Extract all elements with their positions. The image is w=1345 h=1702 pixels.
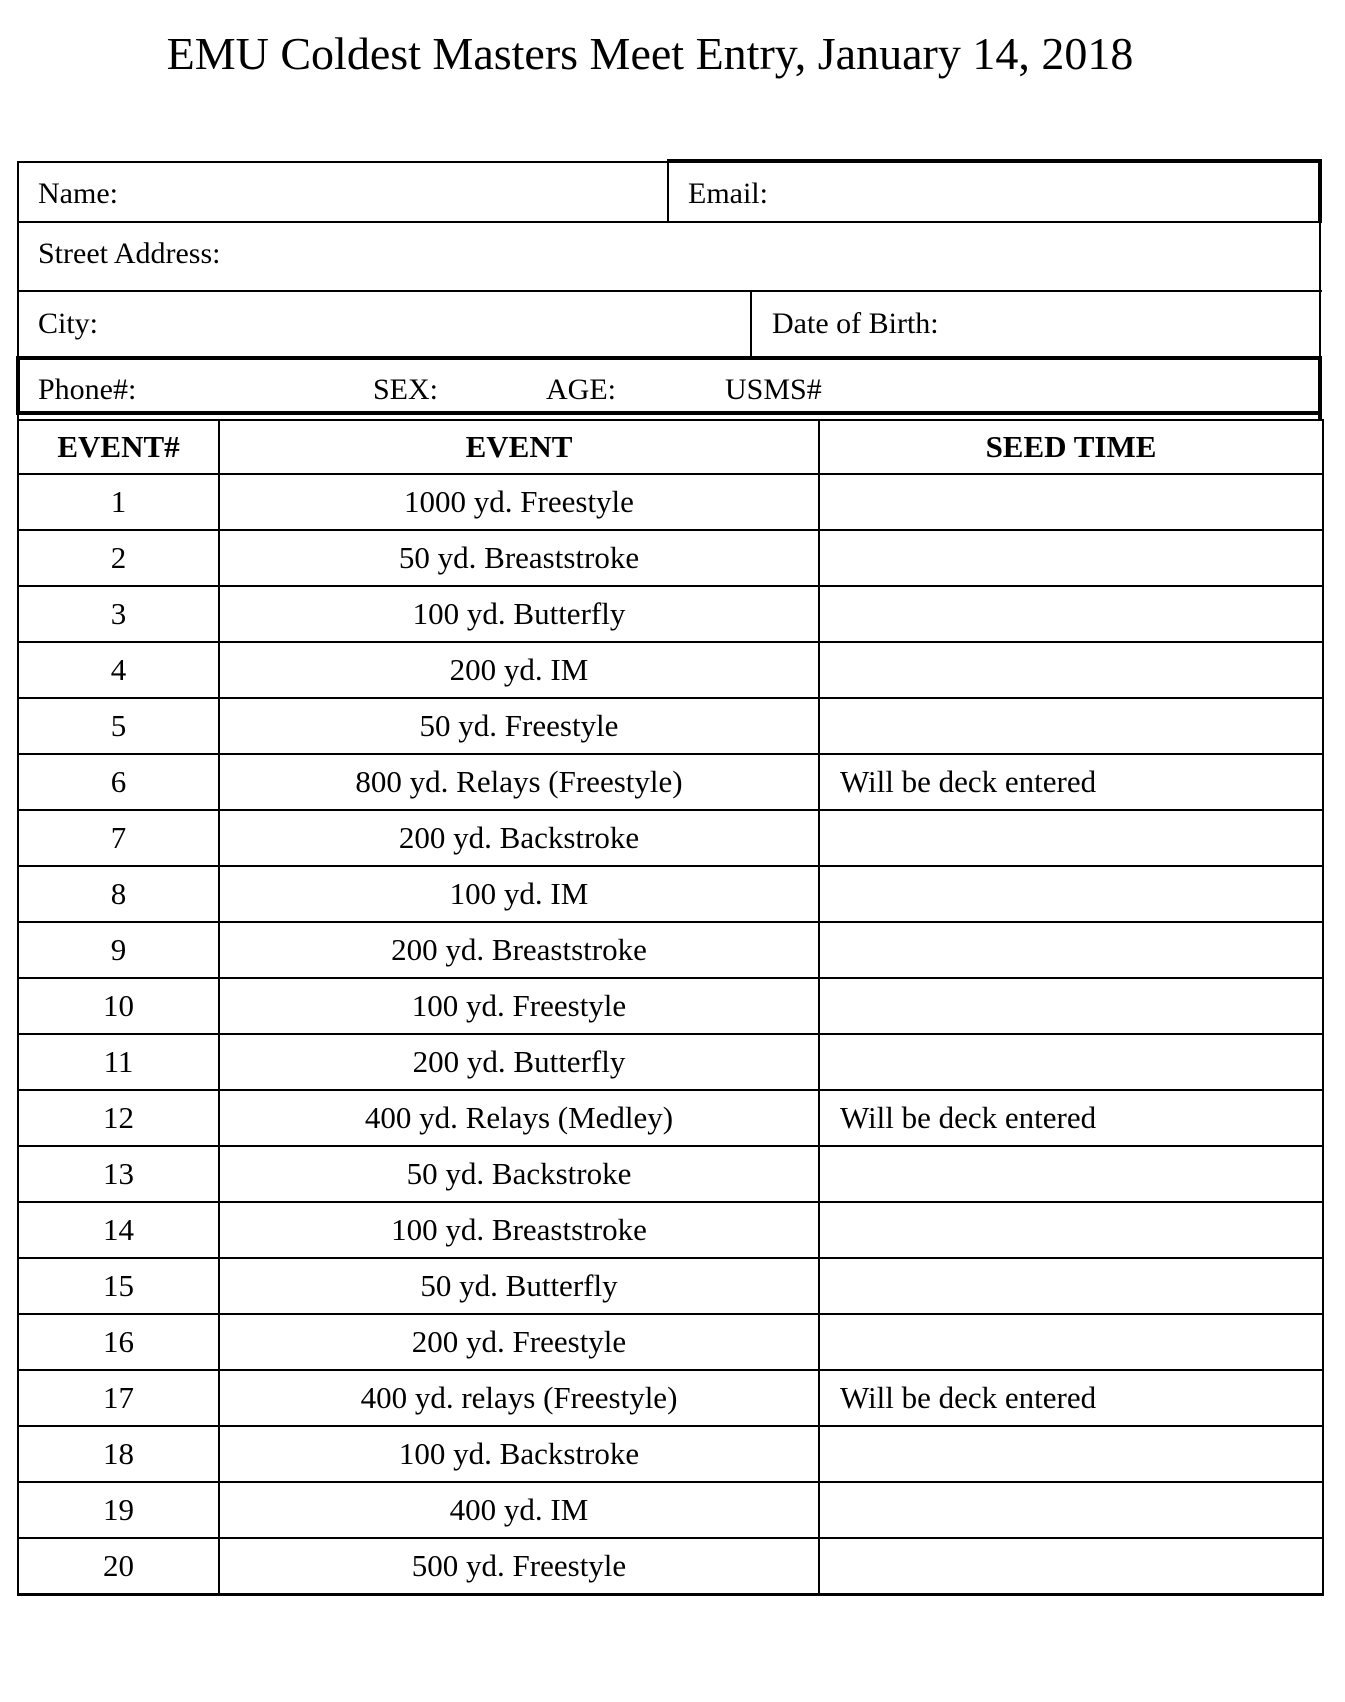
table-row [18, 1090, 1323, 1146]
divider [750, 290, 752, 357]
seed-time-cell[interactable] [819, 642, 1323, 698]
name-label: Name: [38, 177, 118, 210]
divider [667, 161, 669, 222]
event-number-cell: 3 [18, 586, 219, 642]
event-number-cell: 11 [18, 1034, 219, 1090]
event-header: EVENT [219, 420, 819, 474]
divider [17, 161, 667, 163]
event-number-cell: 1 [18, 474, 219, 530]
event-name-cell: 200 yd. IM [219, 642, 819, 698]
event-number-cell: 5 [18, 698, 219, 754]
seed-time-cell[interactable]: Will be deck entered [819, 1090, 1323, 1146]
event-number-cell: 13 [18, 1146, 219, 1202]
table-row [18, 1482, 1323, 1538]
event-name-cell: 200 yd. Backstroke [219, 810, 819, 866]
city-label: City: [38, 307, 99, 340]
table-row [18, 530, 1323, 586]
event-number-cell: 15 [18, 1258, 219, 1314]
seed-time-cell[interactable] [819, 1258, 1323, 1314]
event-name-cell: 100 yd. Breaststroke [219, 1202, 819, 1258]
seed-time-cell[interactable]: Will be deck entered [819, 754, 1323, 810]
table-row [18, 810, 1323, 866]
event-number-cell: 9 [18, 922, 219, 978]
event-number-cell: 18 [18, 1426, 219, 1482]
table-row [18, 586, 1323, 642]
seed-time-cell[interactable] [819, 978, 1323, 1034]
event-number-header: EVENT# [18, 420, 219, 474]
divider [667, 159, 1322, 163]
table-header-row [18, 420, 1323, 474]
table-row [18, 922, 1323, 978]
sex-label: SEX: [373, 373, 439, 406]
event-number-cell: 17 [18, 1370, 219, 1426]
street-address-label: Street Address: [38, 237, 221, 270]
seed-time-cell[interactable] [819, 1482, 1323, 1538]
table-row [18, 474, 1323, 530]
email-label: Email: [688, 177, 768, 210]
page-title: EMU Coldest Masters Meet Entry, January 14, 2018 [166, 28, 1134, 79]
seed-time-cell[interactable] [819, 1426, 1323, 1482]
divider [17, 221, 1322, 223]
date-of-birth-label: Date of Birth: [772, 307, 939, 340]
table-row [18, 1258, 1323, 1314]
event-name-cell: 100 yd. Freestyle [219, 978, 819, 1034]
event-name-cell: 200 yd. Freestyle [219, 1314, 819, 1370]
event-number-cell: 20 [18, 1538, 219, 1594]
events-table [17, 419, 1324, 1596]
event-name-cell: 500 yd. Freestyle [219, 1538, 819, 1594]
event-rows [18, 474, 1323, 1594]
event-name-cell: 400 yd. IM [219, 1482, 819, 1538]
table-row [18, 1314, 1323, 1370]
seed-time-cell[interactable]: Will be deck entered [819, 1370, 1323, 1426]
event-number-cell: 2 [18, 530, 219, 586]
event-number-cell: 19 [18, 1482, 219, 1538]
table-row [18, 698, 1323, 754]
seed-time-cell[interactable] [819, 1314, 1323, 1370]
seed-time-cell[interactable] [819, 922, 1323, 978]
seed-time-cell[interactable] [819, 1146, 1323, 1202]
seed-time-cell[interactable] [819, 810, 1323, 866]
divider [17, 356, 1322, 360]
event-name-cell: 800 yd. Relays (Freestyle) [219, 754, 819, 810]
event-number-cell: 4 [18, 642, 219, 698]
seed-time-cell[interactable] [819, 1202, 1323, 1258]
table-row [18, 1426, 1323, 1482]
seed-time-cell[interactable] [819, 586, 1323, 642]
event-name-cell: 50 yd. Breaststroke [219, 530, 819, 586]
event-number-cell: 12 [18, 1090, 219, 1146]
event-name-cell: 200 yd. Butterfly [219, 1034, 819, 1090]
seed-time-header: SEED TIME [819, 420, 1323, 474]
table-row [18, 1370, 1323, 1426]
event-number-cell: 7 [18, 810, 219, 866]
event-name-cell: 50 yd. Backstroke [219, 1146, 819, 1202]
divider [16, 356, 20, 415]
event-number-cell: 16 [18, 1314, 219, 1370]
table-row [18, 1538, 1323, 1594]
seed-time-cell[interactable] [819, 1538, 1323, 1594]
table-row [18, 978, 1323, 1034]
table-row [18, 1202, 1323, 1258]
table-row [18, 1146, 1323, 1202]
usms-label: USMS# [725, 373, 822, 406]
event-number-cell: 8 [18, 866, 219, 922]
seed-time-cell[interactable] [819, 530, 1323, 586]
divider [1318, 159, 1322, 223]
seed-time-cell[interactable] [819, 1034, 1323, 1090]
table-row [18, 1034, 1323, 1090]
seed-time-cell[interactable] [819, 698, 1323, 754]
seed-time-cell[interactable] [819, 866, 1323, 922]
event-name-cell: 200 yd. Breaststroke [219, 922, 819, 978]
event-name-cell: 100 yd. IM [219, 866, 819, 922]
divider [17, 411, 1322, 415]
event-number-cell: 6 [18, 754, 219, 810]
table-row [18, 866, 1323, 922]
table-row [18, 642, 1323, 698]
event-number-cell: 14 [18, 1202, 219, 1258]
event-name-cell: 400 yd. relays (Freestyle) [219, 1370, 819, 1426]
phone-label: Phone#: [38, 373, 137, 406]
table-row [18, 754, 1323, 810]
divider [1319, 222, 1321, 362]
event-name-cell: 100 yd. Backstroke [219, 1426, 819, 1482]
event-number-cell: 10 [18, 978, 219, 1034]
event-name-cell: 400 yd. Relays (Medley) [219, 1090, 819, 1146]
event-name-cell: 50 yd. Butterfly [219, 1258, 819, 1314]
seed-time-cell[interactable] [819, 474, 1323, 530]
event-name-cell: 50 yd. Freestyle [219, 698, 819, 754]
age-label: AGE: [546, 373, 616, 406]
event-name-cell: 100 yd. Butterfly [219, 586, 819, 642]
event-name-cell: 1000 yd. Freestyle [219, 474, 819, 530]
divider [17, 290, 1322, 292]
